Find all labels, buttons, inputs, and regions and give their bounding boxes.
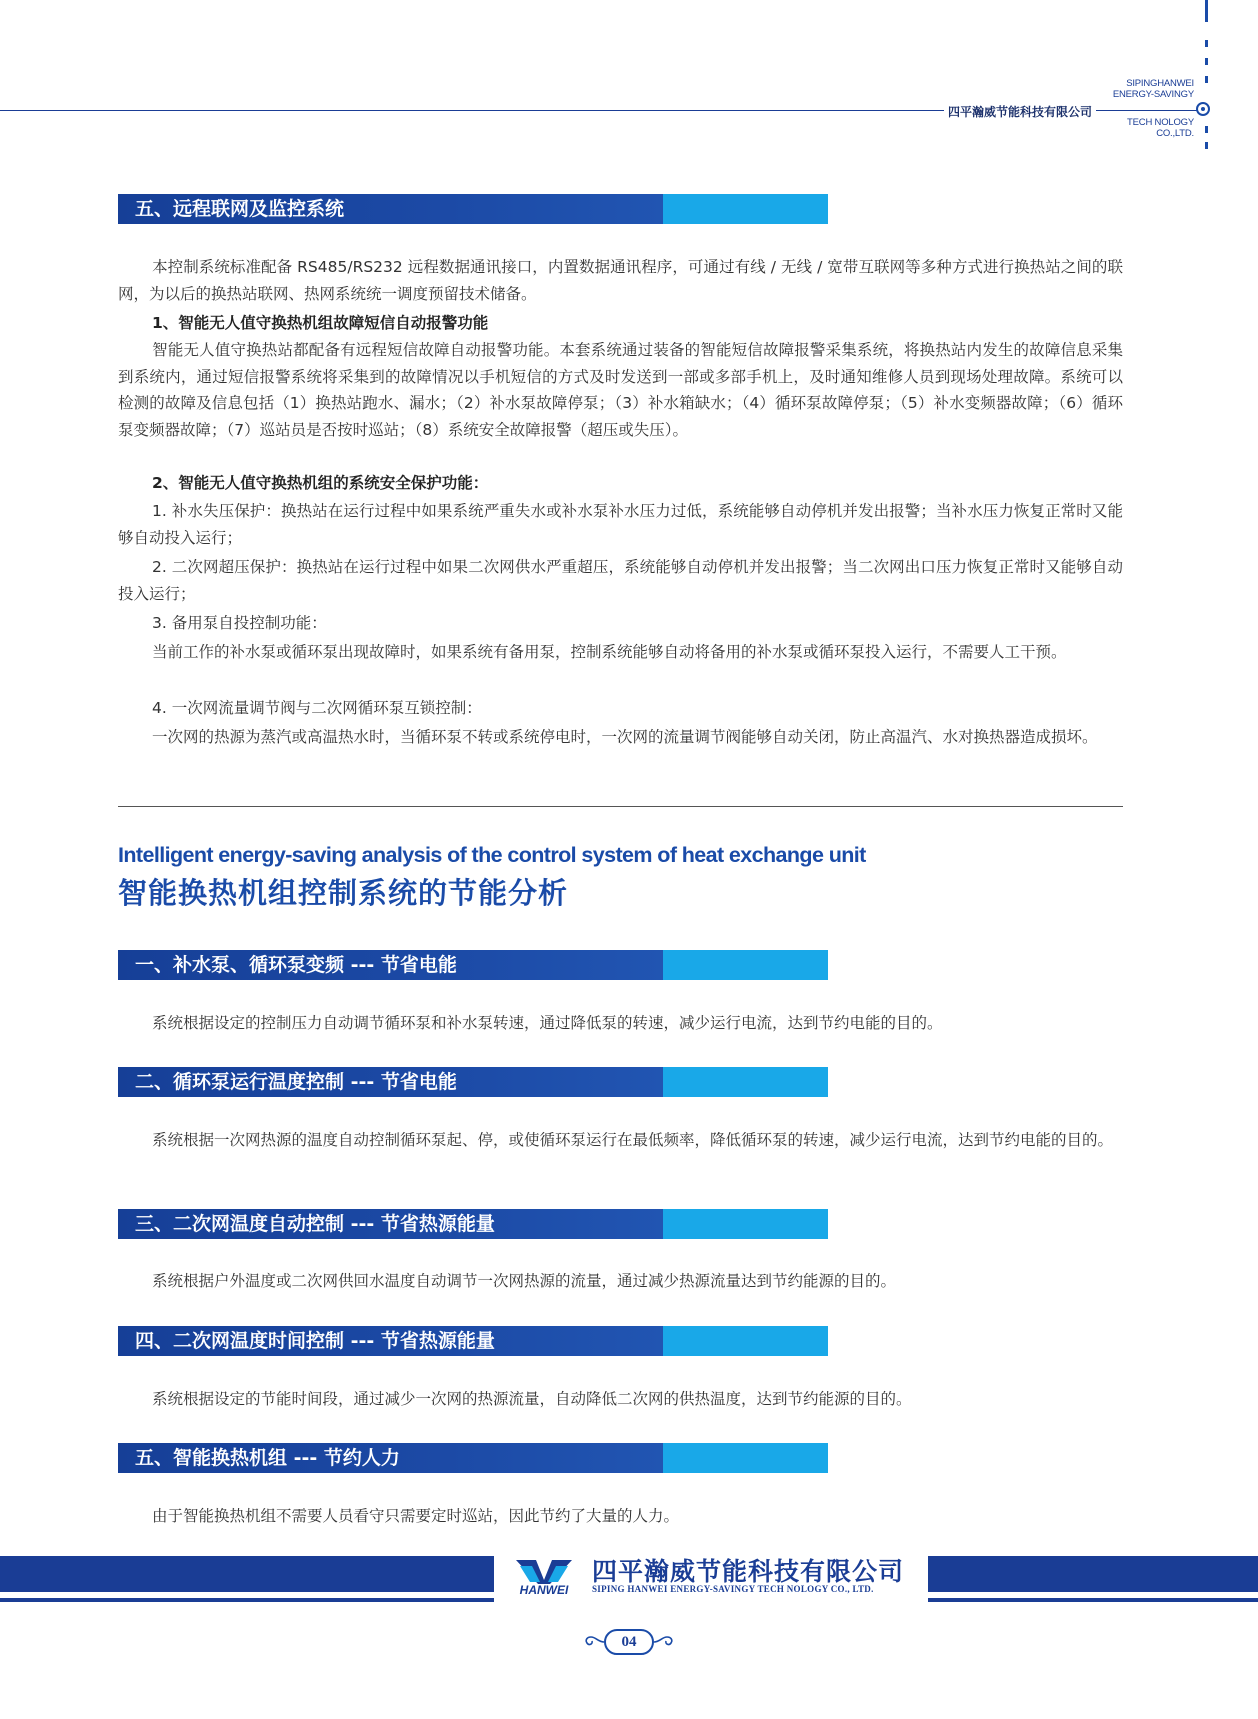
footer-thin-rule-left <box>0 1598 494 1602</box>
remote-sub1-body: 智能无人值守换热站都配备有远程短信故障自动报警功能。本套系统通过装备的智能短信故障报警采集系统，将换热站内发生的故障信息采集到系统内，通过短信报警系统将采集到的故障情况以手机短信的方式及时发送到一部或多部手机上，及时通知维修人员到现场处理故障。系统可以检测的故障及信息包括（1）换热站跑水、漏水；（2）补水泵故障停泵；（3）补水箱缺水；（4）循环泵故障停泵；（5）补水变频器故障；（6）循环泵变频器故障；（7）巡站员是否按时巡站；（8）系统安全故障报警（超压或失压）。 <box>118 341 1123 439</box>
remote-item2-text: 2. 二次网超压保护：换热站在运行过程中如果二次网供水严重超压，系统能够自动停机并发出报警；当二次网出口压力恢复正常时又能够自动投入运行； <box>118 558 1123 603</box>
section-bar-light <box>663 950 828 980</box>
remote-sub1-text <box>118 337 1123 443</box>
ornament-icon <box>582 1635 604 1649</box>
analysis-section-body: 系统根据一次网热源的温度自动控制循环泵起、停，或使循环泵运行在最低频率，降低循环泵的转速，减少运行电流，达到节约电能的目的。 <box>152 1131 1114 1149</box>
analysis-section-bar <box>118 1326 828 1356</box>
footer-logo-text: HANWEI <box>519 1583 569 1597</box>
analysis-section-text <box>118 1127 1123 1154</box>
footer-company-cn: 四平瀚威节能科技有限公司 <box>592 1557 905 1586</box>
footer-company-en: SIPING HANWEI ENERGY-SAVINGY TECH NOLOGY CO., LTD. <box>592 1584 874 1594</box>
remote-item4-title <box>118 695 1123 722</box>
analysis-section-bar <box>118 1209 828 1239</box>
header-dash <box>1205 58 1208 65</box>
header-dash <box>1205 142 1208 149</box>
section-bar-remote <box>118 194 828 224</box>
remote-item3-text <box>118 639 1123 666</box>
section-title: 三、二次网温度自动控制 --- 节省热源能量 <box>135 1213 495 1235</box>
remote-item4-text <box>118 724 1123 751</box>
analysis-section-body: 系统根据设定的控制压力自动调节循环泵和补水泵转速，通过降低泵的转速，减少运行电流，达到节约电能的目的。 <box>152 1014 943 1032</box>
footer-bar-right <box>928 1556 1258 1592</box>
analysis-section-bar <box>118 950 828 980</box>
remote-item3-title-text: 3. 备用泵自投控制功能： <box>152 614 327 632</box>
section-bar-light <box>663 1067 828 1097</box>
section-bar-light <box>663 1209 828 1239</box>
header-company-en-line: ENERGY-SAVINGY <box>1112 89 1194 100</box>
section-bar-light <box>663 1443 828 1473</box>
remote-intro <box>118 254 1123 307</box>
remote-item3-title <box>118 610 1123 637</box>
section-title: 五、远程联网及监控系统 <box>135 198 345 220</box>
analysis-section-bar <box>118 1067 828 1097</box>
header-company-en-line: TECH NOLOGY <box>1127 117 1194 128</box>
analysis-section-body: 系统根据设定的节能时间段，通过减少一次网的热源流量，自动降低二次网的供热温度，达到节约能源的目的。 <box>152 1390 912 1408</box>
remote-sub2-title-text: 2、智能无人值守换热机组的系统安全保护功能： <box>152 474 489 492</box>
section-bar-light <box>663 1326 828 1356</box>
analysis-section-body: 系统根据户外温度或二次网供回水温度自动调节一次网热源的流量，通过减少热源流量达到节约能源的目的。 <box>152 1272 897 1290</box>
remote-item2 <box>118 554 1123 607</box>
remote-sub2-title <box>118 470 1123 497</box>
remote-item4-body: 一次网的热源为蒸汽或高温热水时，当循环泵不转或系统停电时，一次网的流量调节阀能够自动关闭，防止高温汽、水对换热器造成损坏。 <box>152 728 1098 746</box>
section-title: 四、二次网温度时间控制 --- 节省热源能量 <box>135 1330 495 1352</box>
page-number: 04 <box>604 1629 654 1655</box>
remote-intro-text: 本控制系统标准配备 RS485/RS232 远程数据通讯接口，内置数据通讯程序，可通过有线 / 无线 / 宽带互联网等多种方式进行换热站之间的联网，为以后的换热站联网、热网系统统一调度预留技术储备。 <box>118 258 1123 303</box>
footer-bar-left <box>0 1556 494 1592</box>
analysis-section-text <box>118 1503 1123 1530</box>
remote-sub1-title-text: 1、智能无人值守换热机组故障短信自动报警功能 <box>152 314 489 332</box>
analysis-section-text <box>118 1386 1123 1413</box>
section-bar-light <box>663 194 828 224</box>
analysis-section-text <box>118 1010 1123 1037</box>
analysis-title-cn: 智能换热机组控制系统的节能分析 <box>118 876 569 910</box>
header-company-en-line: CO.,LTD. <box>1156 128 1194 139</box>
target-icon <box>1196 102 1210 116</box>
remote-item1 <box>118 498 1123 551</box>
remote-sub1-title <box>118 310 1123 337</box>
header-dash <box>1205 76 1208 83</box>
remote-item4-title-text: 4. 一次网流量调节阀与二次网循环泵互锁控制： <box>152 699 482 717</box>
header-dash <box>1205 126 1208 133</box>
analysis-section-bar <box>118 1443 828 1473</box>
header-vertical-line <box>1205 0 1208 22</box>
ornament-icon <box>654 1635 676 1649</box>
header-company-cn: 四平瀚威节能科技有限公司 <box>944 103 1096 120</box>
section-title: 五、智能换热机组 --- 节约人力 <box>135 1447 400 1469</box>
analysis-section-body: 由于智能换热机组不需要人员看守只需要定时巡站，因此节约了大量的人力。 <box>152 1507 680 1525</box>
section-divider <box>118 806 1123 807</box>
analysis-title-en: Intelligent energy-saving analysis of the control system of heat exchange unit <box>118 843 866 867</box>
remote-item1-text: 1. 补水失压保护：换热站在运行过程中如果系统严重失水或补水泵补水压力过低，系统能够自动停机并发出报警；当补水压力恢复正常时又能够自动投入运行； <box>118 502 1123 547</box>
header-company-en-line: SIPINGHANWEI <box>1126 78 1194 89</box>
remote-item3-body: 当前工作的补水泵或循环泵出现故障时，如果系统有备用泵，控制系统能够自动将备用的补水泵或循环泵投入运行，不需要人工干预。 <box>152 643 1067 661</box>
section-title: 一、补水泵、循环泵变频 --- 节省电能 <box>135 954 457 976</box>
header-dash <box>1205 40 1208 47</box>
section-title: 二、循环泵运行温度控制 --- 节省电能 <box>135 1071 457 1093</box>
footer-thin-rule-right <box>928 1598 1258 1602</box>
analysis-section-text <box>118 1268 1123 1295</box>
